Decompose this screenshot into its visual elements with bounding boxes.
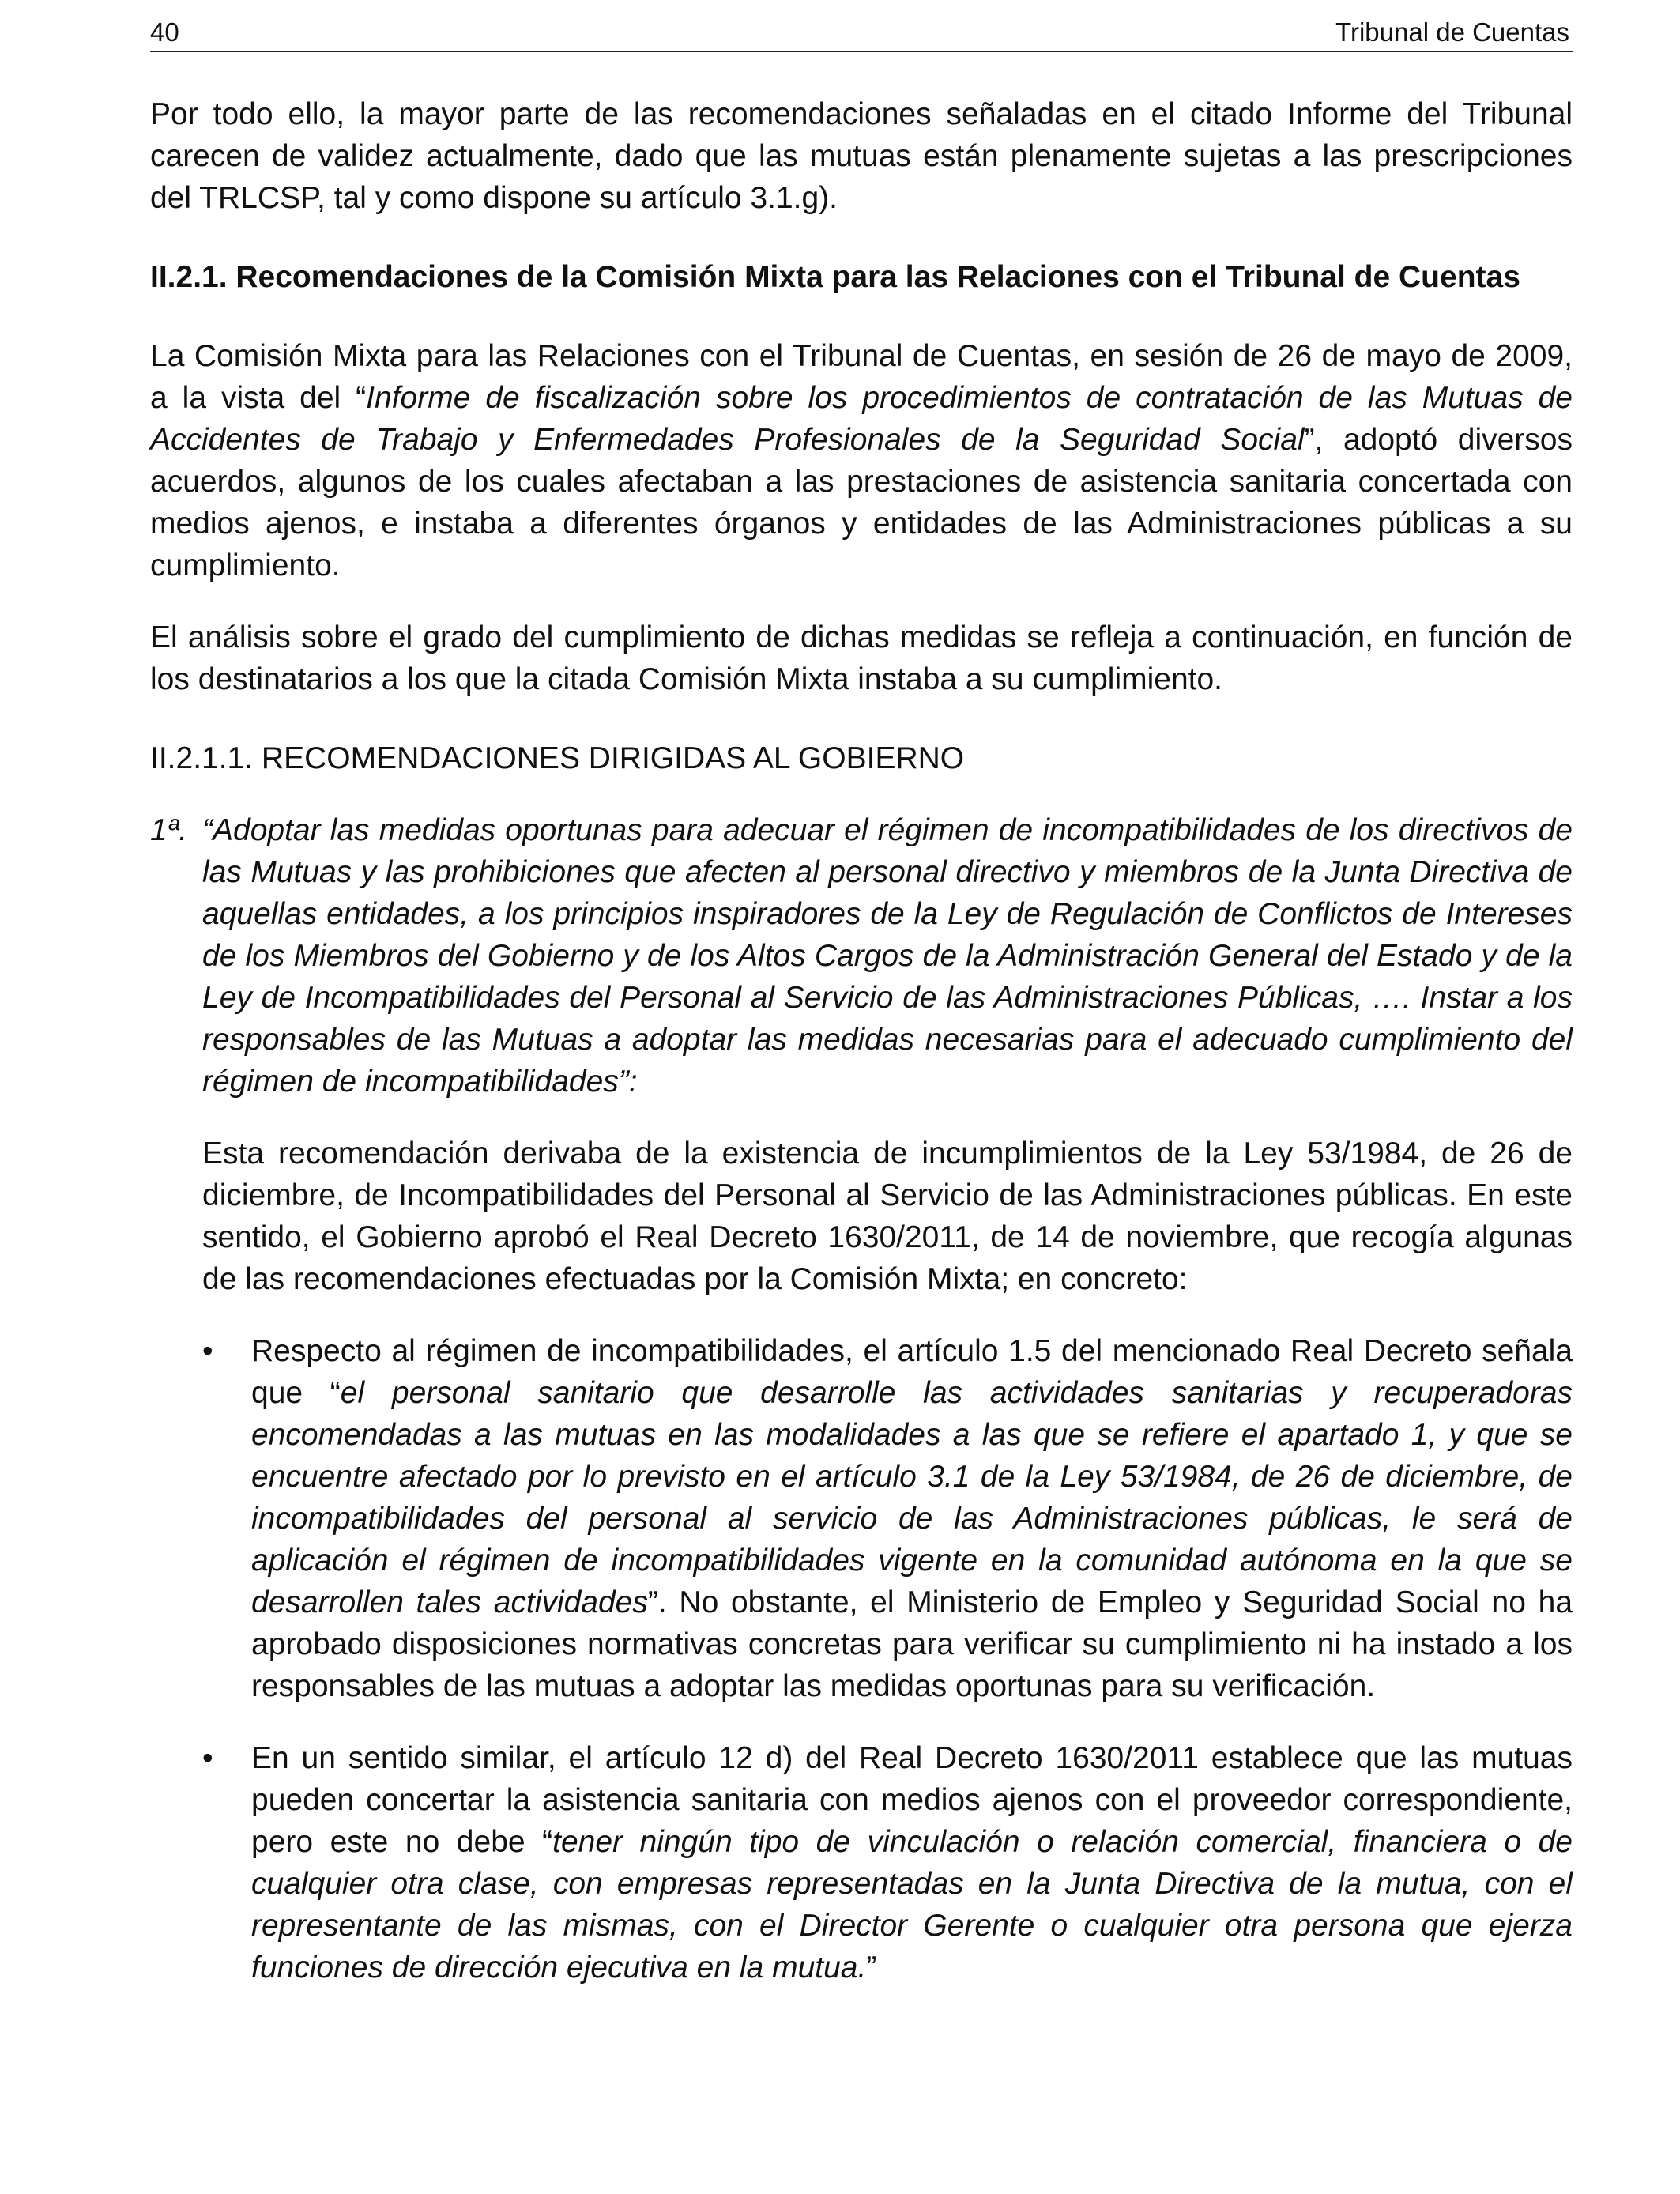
- paragraph: El análisis sobre el grado del cumplimiento de dichas medidas se refleja a continuación, en función de los destinatarios a los que la citada Comisión Mixta instaba a su cumplimiento.: [150, 620, 1573, 696]
- document-body: [150, 93, 1573, 1989]
- text-run: Respecto al régimen de incompatibilidades, el artículo 1.5 del mencionado Real Decreto señala que “: [251, 1334, 1573, 1410]
- page-header: [150, 14, 1573, 52]
- bullet-icon: •: [202, 1334, 213, 1368]
- paragraph: Por todo ello, la mayor parte de las recomendaciones señaladas en el citado Informe del Tribunal carecen de validez actualmente, dado que las mutuas están plenamente sujetas a las prescripciones del TRLCSP, tal y como dispone su artículo 3.1.g).: [150, 97, 1573, 215]
- list-item: [202, 1330, 1573, 1707]
- header-title: Tribunal de Cuentas: [1335, 17, 1569, 47]
- recommendation-number: 1ª.: [150, 813, 187, 847]
- page-number: 40: [150, 17, 179, 47]
- text-run: ”. No obstante, el Ministerio de Empleo y Seguridad Social no ha aprobado disposiciones normativas concretas para verificar su cumplimiento ni ha instado a los responsables de las mutuas a adoptar las medidas oportunas para su verificación.: [251, 1585, 1573, 1703]
- text-run: ”: [866, 1951, 877, 1985]
- italic-title: Informe de fiscalización sobre los procedimientos de contratación de las Mutuas de Accidentes de Trabajo y Enfermedades Profesionales de la Seguridad Social: [150, 381, 1573, 457]
- bullet-list: [150, 1330, 1573, 1989]
- italic-quote: tener ningún tipo de vinculación o relación comercial, financiera o de cualquier otra clase, con empresas representadas en la Junta Directiva de la mutua, con el representante de las mismas, con el Director Gerente o cualquier otra persona que ejerza funciones de dirección ejecutiva en la mutua.: [251, 1825, 1573, 1985]
- recommendation-text: “Adoptar las medidas oportunas para adecuar el régimen de incompatibilidades de los directivos de las Mutuas y las prohibiciones que afecten al personal directivo y miembros de la Junta Directiva de aquellas entidades, a los principios inspiradores de la Ley de Regulación de Conflictos de Intereses de los Miembros del Gobierno y de los Altos Cargos de la Administración General del Estado y de la Ley de Incompatibilidades del Personal al Servicio de las Administraciones Públicas, …. Instar a los responsables de las Mutuas a adoptar las medidas necesarias para el adecuado cumplimiento del régimen de incompatibilidades”:: [202, 813, 1573, 1099]
- subsection-heading: II.2.1.1. RECOMENDACIONES DIRIGIDAS AL GOBIERNO: [150, 741, 965, 775]
- italic-quote: el personal sanitario que desarrolle las actividades sanitarias y recuperadoras encomendadas a las mutuas en las modalidades a las que se refiere el apartado 1, y que se encuentre afectado por lo previsto en el artículo 3.1 de la Ley 53/1984, de 26 de diciembre, de incompatibilidades del personal al servicio de las Administraciones públicas, le será de aplicación el régimen de incompatibilidades vigente en la comunidad autónoma en la que se desarrollen tales actividades: [251, 1376, 1573, 1619]
- paragraph: Esta recomendación derivaba de la existencia de incumplimientos de la Ley 53/1984, de 26 de diciembre, de Incompatibilidades del Personal al Servicio de las Administraciones públicas. En este sentido, el Gobierno aprobó el Real Decreto 1630/2011, de 14 de noviembre, que recogía algunas de las recomendaciones efectuadas por la Comisión Mixta; en concreto:: [202, 1137, 1573, 1296]
- recommendation-item: [150, 809, 1573, 1103]
- section-heading: II.2.1. Recomendaciones de la Comisión Mixta para las Relaciones con el Tribunal de Cuentas: [150, 260, 1520, 294]
- bullet-icon: •: [202, 1741, 213, 1775]
- text-run: ”, adoptó diversos acuerdos, algunos de los cuales afectaban a las prestaciones de asistencia sanitaria concertada con medios ajenos, e instaba a diferentes órganos y entidades de las Administraciones públicas a su cumplimiento.: [150, 423, 1573, 582]
- list-item: [202, 1737, 1573, 1989]
- text-run: La Comisión Mixta para las Relaciones con el Tribunal de Cuentas, en sesión de 26 de mayo de 2009, a la vista del “: [150, 339, 1573, 415]
- paragraph: [150, 335, 1573, 586]
- text-run: En un sentido similar, el artículo 12 d) del Real Decreto 1630/2011 establece que las mutuas pueden concertar la asistencia sanitaria con medios ajenos con el proveedor correspondiente, pero este no debe “: [251, 1741, 1573, 1859]
